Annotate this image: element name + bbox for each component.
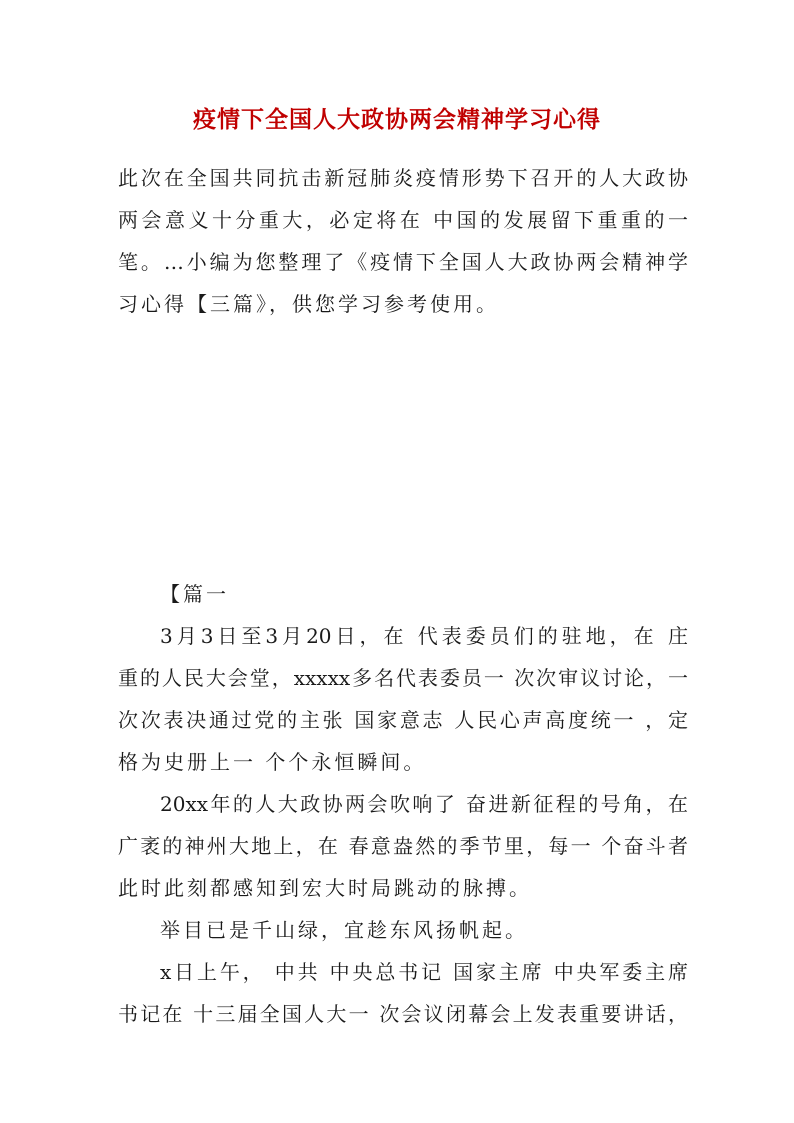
body-line: 书记在 十三届全国人大一 次会议闭幕会上发表重要讲话， — [118, 1002, 688, 1026]
body-line: 格为史册上一 个个永恒瞬间。 — [118, 750, 427, 774]
document-title: 疫情下全国人大政协两会精神学习心得 — [193, 106, 601, 133]
section-heading: 【篇一 — [160, 582, 229, 606]
body-line: 举目已是千山绿，宜趁东风扬帆起。 — [160, 918, 528, 942]
body-line: 此时此刻都感知到宏大时局跳动的脉搏。 — [118, 876, 532, 900]
intro-line: 此次在全国共同抗击新冠肺炎疫情形势下召开的人大政协 — [118, 166, 688, 190]
intro-line: 笔。…小编为您整理了《疫情下全国人大政协两会精神学 — [118, 250, 688, 274]
body-line: 3月3日至3月20日，在 代表委员们的驻地，在 庄 — [160, 624, 688, 648]
body-line: x日上午， 中共 中央总书记 国家主席 中央军委主席 — [160, 960, 688, 984]
body-line: 重的人民大会堂，xxxxx多名代表委员一 次次审议讨论，一 — [118, 666, 688, 690]
intro-line: 两会意义十分重大，必定将在 中国的发展留下重重的一 — [118, 208, 688, 232]
body-line: 广袤的神州大地上，在 春意盎然的季节里，每一 个奋斗者 — [118, 834, 688, 858]
intro-line: 习心得【三篇》，供您学习参考使用。 — [118, 292, 499, 316]
body-line: 次次表决通过党的主张 国家意志 人民心声高度统一 ，定 — [118, 708, 688, 732]
body-line: 20xx年的人大政协两会吹响了 奋进新征程的号角，在 — [160, 792, 688, 816]
